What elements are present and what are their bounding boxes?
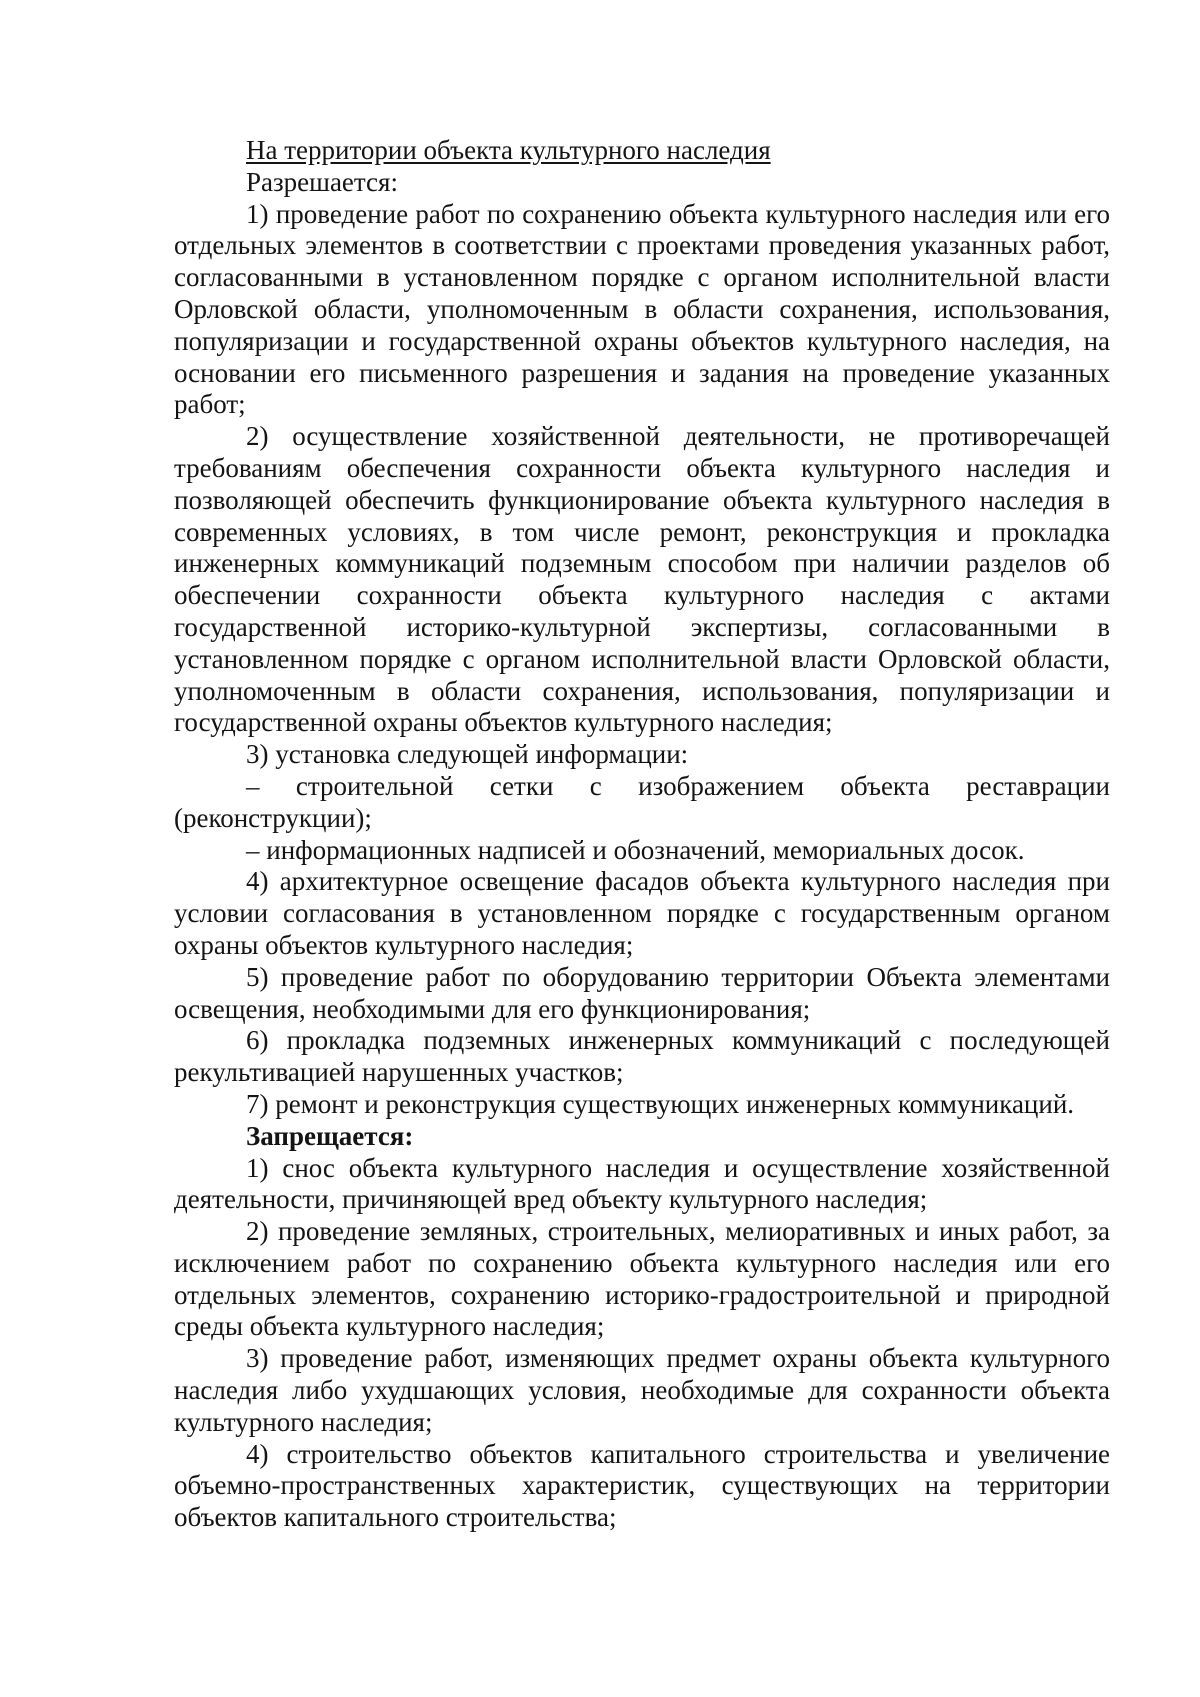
document-body: [174, 135, 1110, 1534]
section-title: На территории объекта культурного наследия: [246, 135, 771, 165]
prohibited-item-2: 2) проведение земляных, строительных, мелиоративных и иных работ, за исключением работ по сохранению объекта культурного наследия или его отдельных элементов, сохранению историко-градостроительной и природной среды объекта культурного наследия;: [174, 1216, 1110, 1342]
allowed-item-3: 3) установка следующей информации:: [246, 739, 689, 770]
allowed-item-3-sub-1: – строительной сетки с изображением объекта реставрации (реконструкции);: [174, 770, 1110, 833]
prohibited-heading: Запрещается:: [246, 1120, 414, 1151]
allowed-item-5: 5) проведение работ по оборудованию территории Объекта элементами освещения, необходимыми для его функционирования;: [174, 961, 1110, 1024]
prohibited-item-4: 4) строительство объектов капитального строительства и увеличение объемно-пространственных характеристик, существующих на территории объектов капитального строительства;: [174, 1438, 1110, 1533]
allowed-item-2: 2) осуществление хозяйственной деятельности, не противоречащей требованиям обеспечения сохранности объекта культурного наследия и позволяющей обеспечить функционирование объекта культурного наследия в современных условиях, в том числе ремонт, реконструкция и прокладка инженерных коммуникаций подземным способом при наличии разделов об обеспечении сохранности объекта культурного наследия с актами государственной историко-культурной экспертизы, согласованными в установленном порядке с органом исполнительной власти Орловской области, уполномоченным в области сохранения, использования, популяризации и государственной охраны объектов культурного наследия;: [174, 421, 1110, 738]
allowed-item-6: 6) прокладка подземных инженерных коммуникаций с последующей рекультивацией нарушенных участков;: [174, 1025, 1110, 1088]
allowed-item-1: 1) проведение работ по сохранению объекта культурного наследия или его отдельных элементов в соответствии с проектами проведения указанных работ, согласованными в установленном порядке с органом исполнительной власти Орловской области, уполномоченным в области сохранения, использования, популяризации и государственной охраны объектов культурного наследия, на основании его письменного разрешения и задания на проведение указанных работ;: [174, 198, 1110, 420]
prohibited-item-3: 3) проведение работ, изменяющих предмет охраны объекта культурного наследия либо ухудшающих условия, необходимые для сохранности объекта культурного наследия;: [174, 1343, 1110, 1437]
prohibited-item-1: 1) снос объекта культурного наследия и осуществление хозяйственной деятельности, причиняющей вред объекту культурного наследия;: [174, 1152, 1110, 1215]
allowed-item-3-sub-2: – информационных надписей и обозначений, мемориальных досок.: [246, 834, 1025, 865]
allowed-item-7: 7) ремонт и реконструкция существующих инженерных коммуникаций.: [246, 1088, 1075, 1119]
allowed-heading: Разрешается:: [246, 166, 398, 197]
allowed-item-4: 4) архитектурное освещение фасадов объекта культурного наследия при условии согласования в установленном порядке с государственным органом охраны объектов культурного наследия;: [174, 866, 1110, 960]
section-title-paragraph: [174, 135, 1110, 167]
